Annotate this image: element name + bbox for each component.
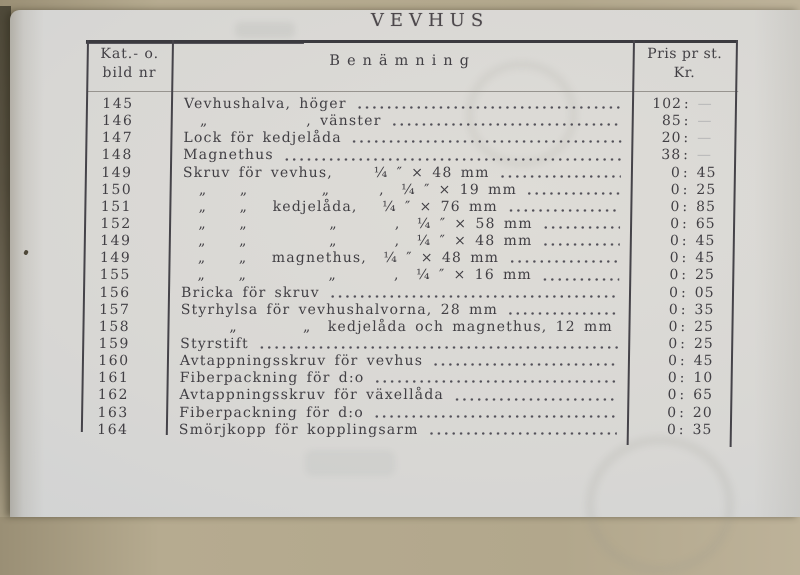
item-name: Avtappningsskruv för vevhus — [180, 353, 423, 370]
dot-leader — [373, 414, 617, 419]
column-header-name: Benämning — [174, 53, 632, 69]
item-name-cell — [171, 113, 632, 130]
price-separator: : — [683, 147, 689, 164]
price-separator: : — [681, 267, 687, 284]
price-cell — [630, 199, 736, 216]
price-separator: : — [681, 285, 687, 302]
price-kronor: 85 — [632, 113, 682, 130]
price-kronor: 0 — [628, 370, 678, 387]
price-ore: — — [689, 130, 712, 147]
price-ore: 35 — [686, 302, 714, 319]
price-cell — [629, 302, 735, 319]
catalog-number: 150 — [86, 182, 170, 199]
table-row — [82, 405, 733, 422]
dot-leader — [258, 345, 618, 350]
price-ore: 65 — [688, 216, 716, 233]
catalog-number: 146 — [87, 113, 171, 130]
price-cell — [628, 319, 734, 336]
header-line: Kr. — [632, 64, 736, 83]
column-header-price — [632, 45, 737, 83]
price-cell — [628, 370, 734, 387]
dot-leader — [507, 311, 619, 316]
price-cell — [631, 165, 737, 182]
catalog-number: 149 — [85, 233, 169, 250]
price-ore: — — [689, 113, 712, 130]
item-name-cell — [167, 353, 628, 370]
catalog-number: 149 — [86, 165, 170, 182]
page-crease-shadow — [10, 10, 44, 517]
table-row — [85, 199, 736, 216]
item-name-cell — [170, 147, 631, 164]
item-name: Styrhylsa för vevhushalvorna, 28 mm — [181, 302, 499, 319]
item-name: Fiberpackning för d:o — [179, 405, 364, 422]
price-separator: : — [679, 405, 685, 422]
table-row — [82, 422, 733, 439]
item-name: „ „ „ , ¼ ″ × 16 mm — [181, 267, 532, 284]
item-name: Magnethus — [183, 147, 274, 164]
item-name: „ , vänster — [184, 113, 382, 130]
price-separator: : — [683, 130, 689, 147]
dot-leader — [373, 379, 617, 384]
price-kronor: 0 — [628, 336, 678, 353]
table-rows — [82, 96, 738, 439]
item-name-cell — [168, 267, 629, 284]
price-kronor: 0 — [631, 182, 681, 199]
price-kronor: 0 — [629, 250, 679, 267]
price-cell — [630, 233, 736, 250]
header-underline — [87, 91, 738, 92]
bleedthrough-mark — [585, 435, 735, 575]
bleedthrough-mark — [305, 450, 395, 476]
price-ore: 25 — [686, 336, 714, 353]
price-separator: : — [680, 353, 686, 370]
price-ore: 05 — [687, 285, 715, 302]
dot-leader — [541, 277, 619, 282]
table-row — [86, 165, 737, 182]
item-name: Styrstift — [180, 336, 249, 353]
catalog-number: 159 — [83, 336, 167, 353]
price-kronor: 0 — [628, 319, 678, 336]
parts-price-table — [82, 40, 739, 450]
price-kronor: 0 — [627, 422, 677, 439]
catalog-number: 149 — [84, 250, 168, 267]
price-cell — [631, 130, 737, 147]
price-kronor: 0 — [629, 267, 679, 284]
table-row — [86, 182, 737, 199]
item-name-cell — [166, 387, 627, 404]
item-name-cell — [166, 405, 627, 422]
price-cell — [627, 387, 733, 404]
dot-leader — [428, 431, 617, 436]
item-name-cell — [167, 336, 628, 353]
item-name-cell — [169, 199, 630, 216]
price-separator: : — [680, 336, 686, 353]
price-cell — [629, 285, 735, 302]
price-cell — [628, 336, 734, 353]
dot-leader — [432, 362, 618, 367]
item-name-cell — [168, 250, 629, 267]
table-row — [84, 267, 735, 284]
dot-leader — [283, 157, 621, 162]
price-kronor: 0 — [629, 302, 679, 319]
catalog-number: 151 — [85, 199, 169, 216]
price-kronor: 0 — [628, 353, 678, 370]
dot-leader — [508, 259, 619, 264]
price-separator: : — [682, 233, 688, 250]
price-kronor: 0 — [627, 405, 677, 422]
table-row — [83, 336, 734, 353]
item-name: „ „ kedjelåda och magnethus, 12 mm — [180, 319, 613, 336]
price-separator: : — [681, 302, 687, 319]
catalog-number: 145 — [87, 96, 171, 113]
price-separator: : — [683, 182, 689, 199]
item-name-cell — [171, 96, 632, 113]
price-separator: : — [684, 113, 690, 130]
table-top-rule — [86, 40, 737, 43]
header-line: bild nr — [87, 64, 171, 83]
catalog-number: 155 — [84, 267, 168, 284]
catalog-number: 162 — [82, 387, 166, 404]
item-name: Smörjkopp för kopplingsarm — [179, 422, 419, 439]
price-ore: 45 — [687, 233, 715, 250]
price-ore: 45 — [688, 165, 716, 182]
table-row — [85, 216, 736, 233]
price-separator: : — [681, 250, 687, 267]
item-name: Vevhushalva, höger — [184, 96, 347, 113]
price-ore: 25 — [686, 319, 714, 336]
price-ore: 25 — [688, 182, 716, 199]
price-cell — [628, 353, 734, 370]
item-name-cell — [169, 216, 630, 233]
dot-leader — [541, 242, 619, 247]
table-row — [84, 302, 735, 319]
item-name-cell — [166, 422, 627, 439]
item-name-cell — [167, 319, 628, 336]
item-name: Bricka för skruv — [181, 285, 320, 302]
catalog-number: 164 — [82, 422, 166, 439]
price-cell — [632, 113, 738, 130]
price-kronor: 0 — [630, 199, 680, 216]
header-line: Pris pr st. — [633, 45, 737, 64]
price-kronor: 0 — [630, 233, 680, 250]
dot-leader — [453, 397, 618, 402]
price-ore: 65 — [685, 387, 713, 404]
price-ore: — — [689, 147, 712, 164]
table-row — [86, 130, 737, 147]
catalog-number: 156 — [84, 285, 168, 302]
table-row — [85, 233, 736, 250]
catalog-number: 148 — [86, 147, 170, 164]
dot-leader — [526, 191, 621, 196]
price-ore: 35 — [684, 422, 712, 439]
header-line: Kat.- o. — [88, 45, 172, 64]
price-kronor: 38 — [631, 147, 681, 164]
price-cell — [627, 405, 733, 422]
price-ore: 20 — [685, 405, 713, 422]
price-separator: : — [680, 319, 686, 336]
item-name-cell — [170, 165, 631, 182]
price-separator: : — [682, 199, 688, 216]
price-cell — [629, 250, 735, 267]
item-name: „ „ magnethus, ¼ ″ × 48 mm — [181, 250, 499, 267]
dot-leader — [542, 225, 620, 230]
price-cell — [629, 267, 735, 284]
dot-leader — [351, 139, 622, 144]
dot-leader — [390, 122, 621, 127]
price-kronor: 0 — [631, 165, 681, 182]
item-name-cell — [167, 370, 628, 387]
item-name: „ „ „ , ¼ ″ × 48 mm — [182, 233, 533, 250]
price-kronor: 0 — [627, 387, 677, 404]
item-name: Lock för kedjelåda — [183, 130, 342, 147]
table-row — [84, 250, 735, 267]
catalog-number: 157 — [84, 302, 168, 319]
price-cell — [631, 182, 737, 199]
price-kronor: 0 — [630, 216, 680, 233]
dot-leader — [507, 208, 621, 213]
item-name-cell — [168, 302, 629, 319]
table-row — [84, 285, 735, 302]
table-row — [86, 147, 737, 164]
price-cell — [627, 422, 733, 439]
price-kronor: 0 — [629, 285, 679, 302]
dot-leader — [499, 174, 621, 179]
column-header-catalog-nr — [87, 45, 172, 83]
price-separator: : — [679, 387, 685, 404]
item-name-cell — [170, 130, 631, 147]
price-ore: 10 — [685, 370, 713, 387]
table-row — [83, 353, 734, 370]
table-row — [82, 387, 733, 404]
price-cell — [630, 216, 736, 233]
catalog-number: 147 — [86, 130, 170, 147]
catalog-number: 161 — [83, 370, 167, 387]
table-row — [87, 96, 738, 113]
price-ore: 45 — [687, 250, 715, 267]
item-name: „ „ „ , ¼ ″ × 58 mm — [182, 216, 533, 233]
price-ore: 45 — [686, 353, 714, 370]
table-row — [87, 113, 738, 130]
catalog-number: 160 — [83, 353, 167, 370]
item-name-cell — [169, 233, 630, 250]
price-kronor: 102 — [632, 96, 682, 113]
item-name: Avtappningsskruv för växellåda — [179, 387, 444, 404]
item-name: „ „ kedjelåda, ¼ ″ × 76 mm — [182, 199, 498, 216]
item-name: Fiberpackning för d:o — [180, 370, 365, 387]
price-separator: : — [684, 96, 690, 113]
price-separator: : — [682, 216, 688, 233]
price-ore: — — [690, 96, 713, 113]
dot-leader — [329, 294, 619, 299]
item-name-cell — [170, 182, 631, 199]
catalog-number: 163 — [82, 405, 166, 422]
price-ore: 85 — [688, 199, 716, 216]
page-edge-shadow — [754, 10, 800, 517]
catalog-number: 152 — [85, 216, 169, 233]
price-kronor: 20 — [631, 130, 681, 147]
item-name-cell — [168, 285, 629, 302]
price-cell — [631, 147, 737, 164]
dot-leader — [356, 105, 622, 110]
price-separator: : — [680, 370, 686, 387]
table-row — [83, 319, 734, 336]
price-separator: : — [683, 165, 689, 182]
price-cell — [632, 96, 738, 113]
price-separator: : — [679, 422, 685, 439]
item-name: „ „ „ , ¼ ″ × 19 mm — [183, 182, 518, 199]
price-ore: 25 — [687, 267, 715, 284]
page-title: VEVHUS — [0, 10, 800, 31]
table-row — [83, 370, 734, 387]
item-name: Skruv för vevhus, ¼ ″ × 48 mm — [183, 165, 490, 182]
catalog-number: 158 — [83, 319, 167, 336]
